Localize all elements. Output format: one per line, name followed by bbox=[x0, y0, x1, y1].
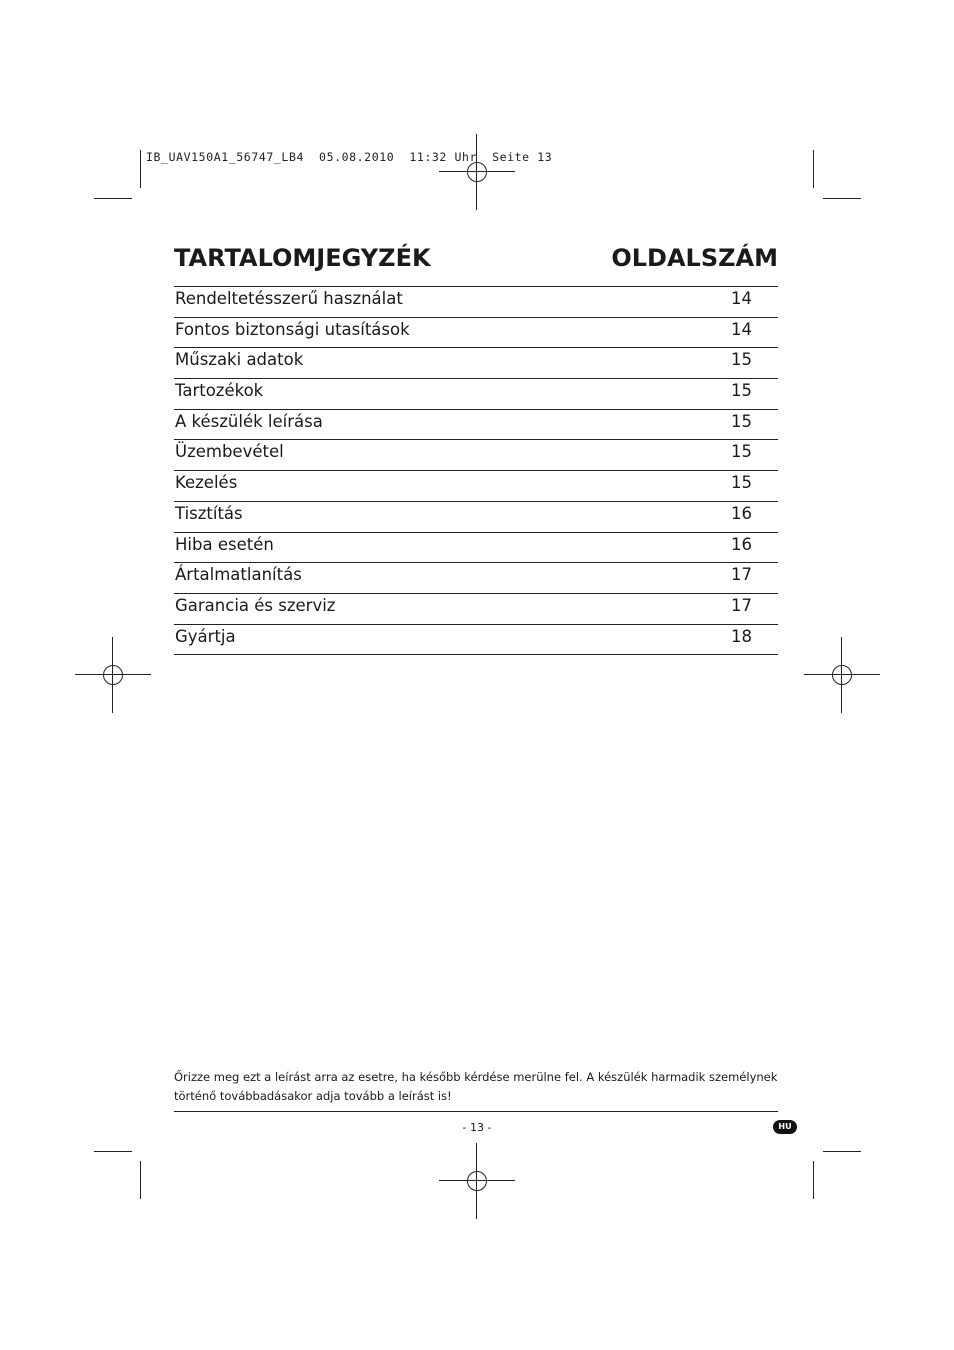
toc-entry-page: 15 bbox=[731, 442, 752, 462]
registration-mark bbox=[439, 1143, 515, 1219]
toc-entry-page: 15 bbox=[731, 381, 752, 401]
crop-mark bbox=[94, 1151, 132, 1152]
crop-mark bbox=[813, 150, 814, 188]
toc-row bbox=[174, 286, 778, 317]
toc-entry-page: 14 bbox=[731, 319, 752, 339]
toc-entry-page: 15 bbox=[731, 411, 752, 431]
toc-entry-title: Kezelés bbox=[175, 473, 238, 493]
toc-entry-page: 17 bbox=[731, 595, 752, 615]
print-slug: IB_UAV150A1_56747_LB4 05.08.2010 11:32 Uhr Seite 13 bbox=[146, 150, 553, 164]
toc-entry-title: Tisztítás bbox=[175, 503, 243, 523]
toc-entry-title: Garancia és szerviz bbox=[175, 595, 336, 615]
toc-row bbox=[174, 409, 778, 440]
toc-row bbox=[174, 593, 778, 624]
footer-note-line: történő továbbadásakor adja tovább a leírást is! bbox=[174, 1089, 452, 1103]
page-column-title: OLDALSZÁM bbox=[611, 244, 778, 272]
toc-row bbox=[174, 378, 778, 409]
toc-row bbox=[174, 624, 778, 656]
toc-list bbox=[174, 286, 778, 655]
toc-entry-page: 17 bbox=[731, 565, 752, 585]
toc-entry-title: Fontos biztonsági utasítások bbox=[175, 319, 410, 339]
toc-entry-page: 16 bbox=[731, 534, 752, 554]
toc-row bbox=[174, 470, 778, 501]
footer-note bbox=[174, 1068, 778, 1106]
toc-header bbox=[174, 240, 778, 276]
footer-note-line: Őrizze meg ezt a leírást arra az esetre, ha később kérdése merülne fel. A készülék harmadik személynek bbox=[174, 1070, 778, 1084]
crop-mark bbox=[813, 1161, 814, 1199]
toc-row bbox=[174, 532, 778, 563]
toc-entry-page: 15 bbox=[731, 350, 752, 370]
crop-mark bbox=[140, 150, 141, 188]
toc-entry-title: A készülék leírása bbox=[175, 411, 323, 431]
toc-entry-title: Műszaki adatok bbox=[175, 350, 304, 370]
toc-entry-title: Gyártja bbox=[175, 626, 236, 646]
registration-mark bbox=[439, 134, 515, 210]
toc-entry-title: Üzembevétel bbox=[175, 442, 284, 462]
crop-mark bbox=[140, 1161, 141, 1199]
toc-entry-title: Hiba esetén bbox=[175, 534, 274, 554]
toc-entry-title: Rendeltetésszerű használat bbox=[175, 289, 403, 308]
toc-entry-page: 14 bbox=[731, 289, 752, 308]
toc-row bbox=[174, 317, 778, 348]
page-number: - 13 - bbox=[462, 1121, 492, 1134]
toc-row bbox=[174, 501, 778, 532]
toc-row bbox=[174, 347, 778, 378]
toc-entry-page: 16 bbox=[731, 503, 752, 523]
registration-mark bbox=[804, 637, 880, 713]
crop-mark bbox=[823, 198, 861, 199]
toc-entry-page: 15 bbox=[731, 473, 752, 493]
toc-entry-title: Tartozékok bbox=[175, 381, 264, 401]
language-badge: HU bbox=[773, 1120, 797, 1134]
toc-row bbox=[174, 562, 778, 593]
crop-mark bbox=[823, 1151, 861, 1152]
toc-row bbox=[174, 439, 778, 470]
toc-title: TARTALOMJEGYZÉK bbox=[174, 244, 431, 272]
toc-entry-title: Ártalmatlanítás bbox=[175, 565, 302, 585]
crop-mark bbox=[94, 198, 132, 199]
toc-entry-page: 18 bbox=[731, 626, 752, 646]
registration-mark bbox=[75, 637, 151, 713]
divider bbox=[174, 1111, 778, 1112]
